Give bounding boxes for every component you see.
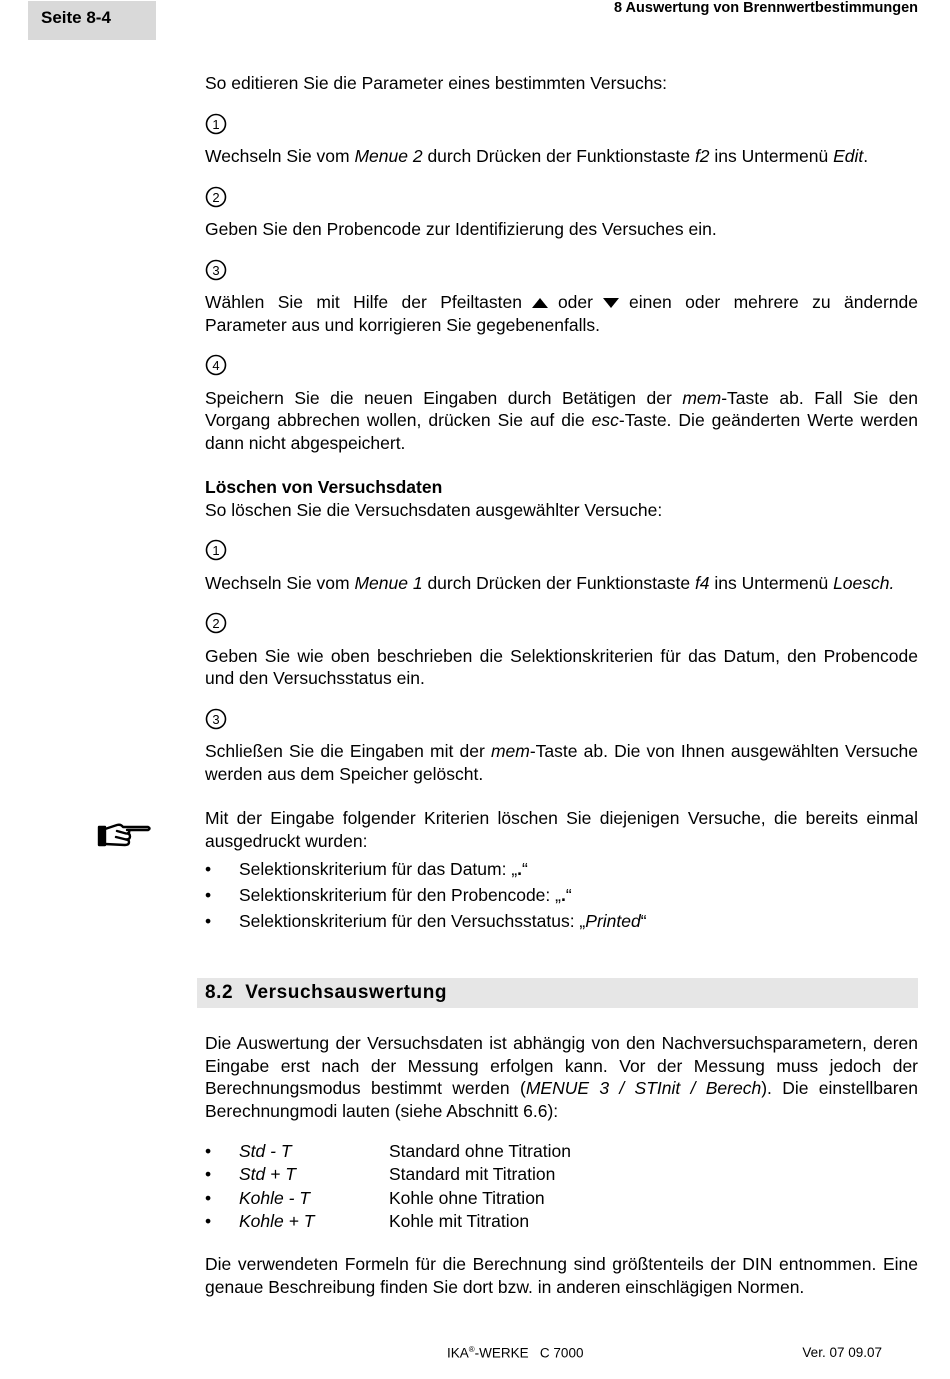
list-item: • Selektionskriterium für den Probencode: „.“ (205, 882, 918, 908)
table-row: • Kohle - T Kohle ohne Titration (205, 1187, 545, 1208)
svg-text:3: 3 (212, 711, 220, 727)
table-row: • Kohle + T Kohle mit Titration (205, 1210, 530, 1231)
delete-heading: Löschen von Versuchsdaten (205, 477, 443, 497)
edit-step-1: 1 Wechseln Sie vom Menue 2 durch Drücken der Funktionstaste f2 ins Untermenü Edit. (205, 113, 918, 168)
svg-text:4: 4 (212, 358, 220, 373)
list-item: • Selektionskriterium für das Datum: „.“ (205, 856, 918, 882)
table-row: • Std - T Standard ohne Titration (205, 1141, 571, 1161)
page-content (205, 72, 918, 1298)
circled-number-2-icon (205, 186, 227, 208)
calculation-modes-table (205, 1140, 571, 1233)
delete-step-1: 1 Wechseln Sie vom Menue 1 durch Drücken der Funktionstaste f4 ins Untermenü Loesch. (205, 539, 918, 594)
delete-note: Mit der Eingabe folgender Kriterien löschen Sie diejenigen Versuche, die bereits einmal ausgedruckt wurden: (205, 808, 918, 851)
arrow-up-icon (532, 298, 548, 308)
page-label: Seite 8-4 (28, 1, 156, 40)
circled-number-4-icon (205, 354, 227, 376)
circled-number-1-icon (205, 113, 227, 135)
footer-brand: IKA®-WERKE C 7000 (447, 1345, 584, 1361)
table-row: • Std + T Standard mit Titration (205, 1164, 556, 1185)
edit-intro: So editieren Sie die Parameter eines bestimmten Versuchs: (205, 73, 668, 93)
delete-intro: So löschen Sie die Versuchsdaten ausgewählter Versuche: (205, 499, 663, 520)
circled-number-1-icon (205, 539, 227, 561)
chapter-title: 8 Auswertung von Brennwertbestimmungen (614, 0, 918, 16)
section-paragraph-2: Die verwendeten Formeln für die Berechnung sind größtenteils der DIN entnommen. Eine genaue Beschreibung finden Sie dort bzw. in anderen einschlägigen Normen. (205, 1254, 918, 1297)
edit-step-2: 2 Geben Sie den Probencode zur Identifizierung des Versuches ein. (205, 186, 918, 241)
criteria-list (205, 856, 918, 934)
pointing-hand-icon (97, 820, 153, 850)
section-heading: 8.2 Versuchsauswertung (197, 978, 918, 1008)
section-paragraph-1: Die Auswertung der Versuchsdaten ist abhängig von den Nachversuchsparametern, deren Eingabe erst nach der Messung erfolgen kann. Vor der Messung muss jedoch der Berechnungsmodus bestimmt werden (MENUE 3 / STInit / Berech). Die einstellbaren Berechnungmodi lauten (siehe Abschnitt 6.6): (205, 1033, 919, 1121)
edit-step-4: 4 Speichern Sie die neuen Eingaben durch Betätigen der mem-Taste ab. Fall Sie den Vorgang abbrechen wollen, drücken Sie auf die esc-Taste. Die geänderten Werte werden dann nicht abgespeichert. (205, 354, 918, 454)
delete-step-3: 3 Schließen Sie die Eingaben mit der mem-Taste ab. Die von Ihnen ausgewählten Versuche werden aus dem Speicher gelöscht. (205, 708, 918, 786)
svg-text:1: 1 (212, 543, 220, 558)
edit-step-3: 3 Wählen Sie mit Hilfe der Pfeiltasten oder einen oder mehrere zu ändernde Parameter aus und korrigieren Sie gegebenenfalls. (205, 259, 918, 337)
circled-number-3-icon (205, 708, 227, 730)
svg-text:2: 2 (212, 189, 220, 205)
delete-step-2: 2 Geben Sie wie oben beschrieben die Selektionskriterien für das Datum, den Probencode und den Versuchsstatus ein. (205, 612, 918, 690)
svg-text:2: 2 (212, 616, 220, 631)
circled-number-3-icon (205, 259, 227, 281)
circled-number-2-icon (205, 612, 227, 634)
svg-text:3: 3 (212, 262, 220, 278)
arrow-down-icon (603, 298, 619, 308)
footer-version: Ver. 07 09.07 (802, 1345, 882, 1360)
list-item: • Selektionskriterium für den Versuchsstatus: „Printed“ (205, 908, 918, 934)
svg-text:1: 1 (212, 116, 220, 132)
